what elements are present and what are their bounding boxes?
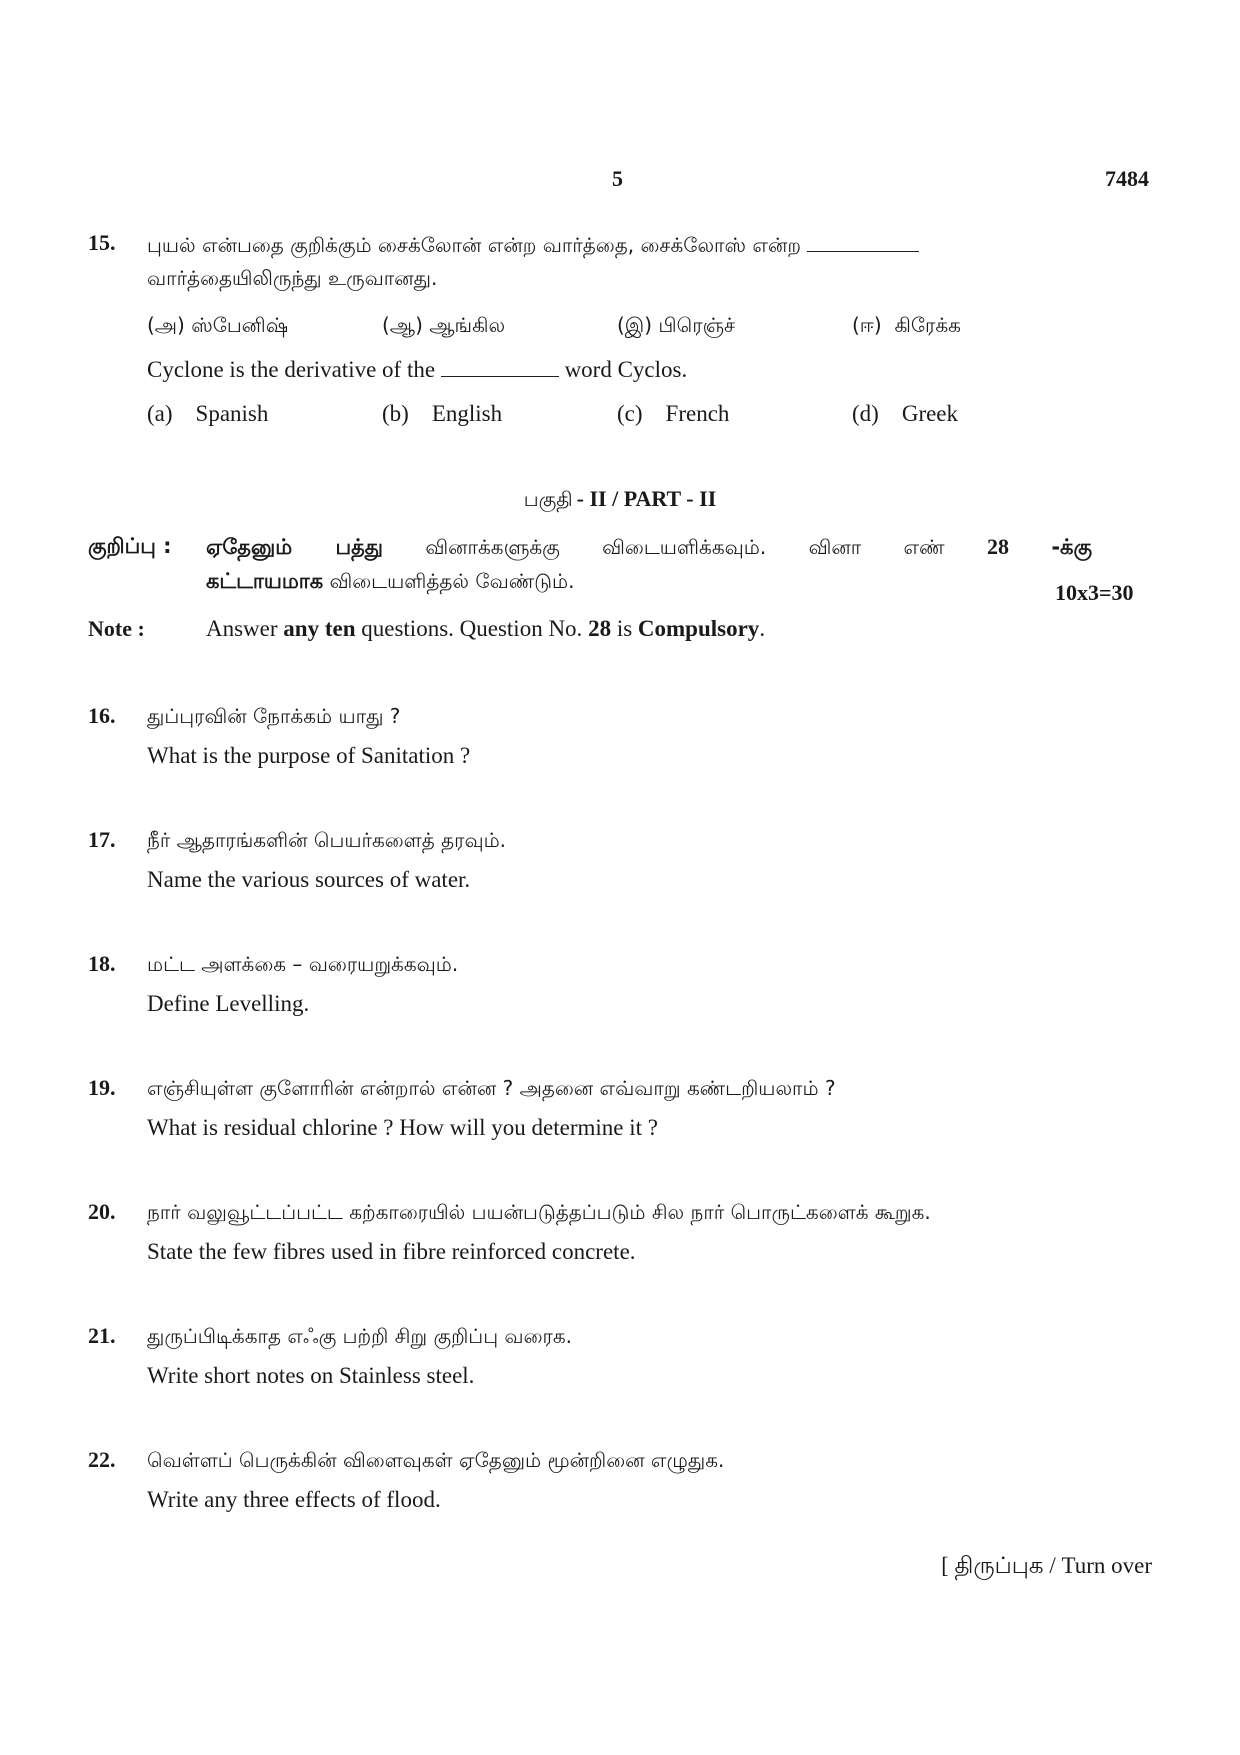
question-english: Name the various sources of water. xyxy=(147,867,471,892)
question-number: 19. xyxy=(88,1075,116,1100)
page-number: 5 xyxy=(612,166,623,191)
paper-code: 7484 xyxy=(1105,166,1149,191)
question-english: State the few fibres used in fibre reinforced concrete. xyxy=(147,1239,636,1264)
question-tamil: நார் வலுவூட்டப்பட்ட கற்காரையில் பயன்படுத்தப்படும் சில நார் பொருட்களைக் கூறுக. xyxy=(147,1200,931,1224)
question-tamil: வெள்ளப் பெருக்கின் விளைவுகள் ஏதேனும் மூன்றினை எழுதுக. xyxy=(147,1448,725,1472)
question-tamil: மட்ட அளக்கை – வரையறுக்கவும். xyxy=(147,952,459,976)
q15-english-option-d: (d) Greek xyxy=(852,401,959,426)
question-tamil: துப்புரவின் நோக்கம் யாது ? xyxy=(147,704,401,728)
q15-tamil-line1: புயல் என்பதை குறிக்கும் சைக்லோன் என்ற வார்த்தை, சைக்லோஸ் என்ற xyxy=(147,231,919,260)
note-tamil-label: குறிப்பு : xyxy=(88,534,172,558)
question-number: 15. xyxy=(88,230,116,255)
part-heading: பகுதி - II / PART - II xyxy=(523,486,717,511)
note-tamil-line2: கட்டாயமாக விடையளித்தல் வேண்டும். xyxy=(206,569,575,593)
turn-over-note: [ திருப்புக / Turn over xyxy=(941,1553,1152,1578)
question-number: 17. xyxy=(88,827,116,852)
question-tamil: எஞ்சியுள்ள குளோரின் என்றால் என்ன ? அதனை எவ்வாறு கண்டறியலாம் ? xyxy=(147,1076,836,1100)
question-english: Write any three effects of flood. xyxy=(147,1487,441,1512)
marks-allocation: 10x3=30 xyxy=(1055,580,1134,605)
question-english: Define Levelling. xyxy=(147,991,310,1016)
question-tamil: நீர் ஆதாரங்களின் பெயர்களைத் தரவும். xyxy=(147,828,507,852)
q15-tamil-option-c: (இ) பிரெஞ்ச் xyxy=(617,313,736,337)
question-english: What is residual chlorine ? How will you determine it ? xyxy=(147,1115,658,1140)
q15-english-option-a: (a) Spanish xyxy=(147,401,269,426)
q15-tamil-option-b: (ஆ) ஆங்கில xyxy=(382,313,506,337)
q15-english-option-b: (b) English xyxy=(382,401,503,426)
question-number: 18. xyxy=(88,951,116,976)
question-number: 20. xyxy=(88,1199,116,1224)
question-number: 21. xyxy=(88,1323,116,1348)
question-tamil: துருப்பிடிக்காத எஃகு பற்றி சிறு குறிப்பு வரைக. xyxy=(147,1324,572,1348)
question-english: Write short notes on Stainless steel. xyxy=(147,1363,475,1388)
question-english: What is the purpose of Sanitation ? xyxy=(147,743,471,768)
note-english-text: Answer any ten questions. Question No. 28 is Compulsory. xyxy=(206,616,766,641)
q15-tamil-option-d: (ஈ) கிரேக்க xyxy=(852,313,961,337)
note-english-label: Note : xyxy=(88,616,145,641)
q15-tamil-line2: வார்த்தையிலிருந்து உருவானது. xyxy=(147,266,438,290)
q15-tamil-option-a: (அ) ஸ்பேனிஷ் xyxy=(147,313,289,337)
question-number: 16. xyxy=(88,703,116,728)
question-number: 22. xyxy=(88,1447,116,1472)
q15-english-text: Cyclone is the derivative of the word Cyclos. xyxy=(147,357,688,382)
note-tamil-line1: ஏதேனும் பத்து வினாக்களுக்கு விடையளிக்கவும். வினா எண் 28 -க்கு xyxy=(206,534,1092,559)
q15-english-option-c: (c) French xyxy=(617,401,730,426)
